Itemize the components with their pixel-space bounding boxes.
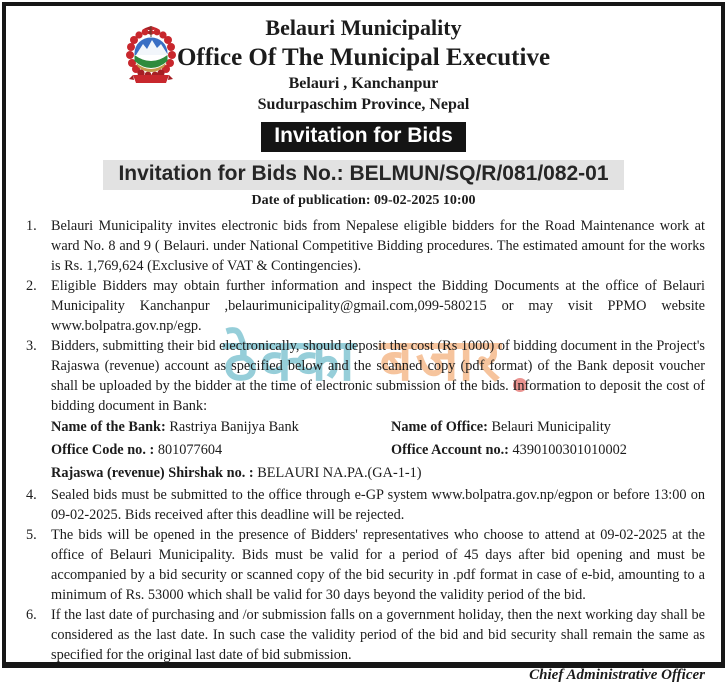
document-page — [2, 2, 725, 683]
bid-terms-list — [26, 216, 705, 665]
bid-number-banner: Invitation for Bids No.: BELMUN/SQ/R/081/082-01 — [103, 160, 623, 190]
term-number: 3. — [26, 338, 37, 354]
bid-term-3 — [26, 336, 705, 485]
office-name-label: Name of Office: — [391, 419, 488, 435]
chief-administrative-officer-signature: Chief Administrative Officer — [529, 667, 705, 683]
term-number: 2. — [26, 278, 37, 294]
term-number: 6. — [26, 607, 37, 623]
term-text: Eligible Bidders may obtain further information and inspect the Bidding Documents at the office of Belauri Municipality Kanchanpur ,belaurimunicipality@gmail.com,099-580215 or may visit PPMO website www.bolpatra.gov.np/egp. — [51, 278, 705, 334]
rajaswa-shirshak-label: Rajaswa (revenue) Shirshak no. : — [51, 465, 254, 481]
term-number: 1. — [26, 218, 37, 234]
office-name-field — [391, 416, 705, 439]
address-line-1: Belauri , Kanchanpur — [288, 75, 439, 92]
nepal-emblem-icon — [122, 25, 180, 87]
nepal-emblem-logo — [122, 25, 180, 87]
office-title: Office Of The Municipal Executive — [176, 44, 551, 71]
term-number: 4. — [26, 487, 37, 503]
term-text: The bids will be opened in the presence of Bidders' representatives who choose to attend at 09-02-2025 at the office of Belauri Municipality. Bids must be valid for a period of 45 days after bid opening and must be accompanied by a bid security or scanned copy of the bid security in .pdf format in case of e-bid, amounting to a minimum of Rs. 53000 which shall be valid for 30 days beyond the validity period of the bid. — [51, 527, 705, 603]
term-text: Sealed bids must be submitted to the office through e-GP system www.bolpatra.gov.np/egpon or before 13:00 on 09-02-2025. Bids received after this deadline will be rejected. — [51, 487, 705, 523]
watermark-word-1: ठेक्का — [223, 326, 358, 394]
address-line-2: Sudurpaschim Province, Nepal — [257, 96, 470, 113]
term-text: Bidders, submitting their bid electronically, should deposit the cost (Rs 1000) of bidding document in the Project's Rajaswa (revenue) account as specified below and the scanned copy (pdf format) of the Bank deposit voucher shall be uploaded by the bidder at the time of electronic submission of the bids. Information to deposit the cost of bidding document in Bank: — [51, 338, 705, 414]
municipality-title: Belauri Municipality — [265, 15, 462, 40]
office-account-label: Office Account no.: — [391, 442, 509, 458]
rajaswa-shirshak-field — [51, 462, 705, 485]
office-code-label: Office Code no. : — [51, 442, 155, 458]
bank-name-value: Rastriya Banijya Bank — [169, 419, 299, 435]
bank-deposit-details — [51, 416, 705, 485]
watermark-word-2: बजार — [379, 326, 504, 394]
term-text: Belauri Municipality invites electronic bids from Nepalese eligible bidders for the Road Maintenance work at ward No. 8 and 9 ( Belauri. under National Competitive Bidding procedures. The estimated amount for the works is Rs. 1,769,624 (Exclusive of VAT & Contingencies). — [51, 218, 705, 274]
bank-name-label: Name of the Bank: — [51, 419, 166, 435]
publication-date: Date of publication: 09-02-2025 10:00 — [251, 193, 476, 208]
rajaswa-shirshak-value: BELAURI NA.PA.(GA-1-1) — [257, 465, 422, 481]
bid-term-4 — [26, 485, 705, 525]
bid-term-5 — [26, 525, 705, 605]
office-name-value: Belauri Municipality — [491, 419, 611, 435]
invitation-for-bids-banner: Invitation for Bids — [261, 122, 466, 152]
term-text: If the last date of purchasing and /or submission falls on a government holiday, then the next working day shall be considered as the last date. In such case the validity period of the bid and bid security shall remain the same as specified for the original last date of bid submission. — [51, 607, 705, 663]
bid-term-2 — [26, 276, 705, 336]
office-code-value: 801077604 — [157, 442, 223, 458]
office-account-field — [391, 439, 705, 462]
office-account-value: 4390100301010002 — [512, 442, 627, 458]
term-number: 5. — [26, 527, 37, 543]
office-code-field — [51, 439, 391, 462]
bank-name-field — [51, 416, 391, 439]
bid-term-1 — [26, 216, 705, 276]
bid-term-6 — [26, 605, 705, 665]
